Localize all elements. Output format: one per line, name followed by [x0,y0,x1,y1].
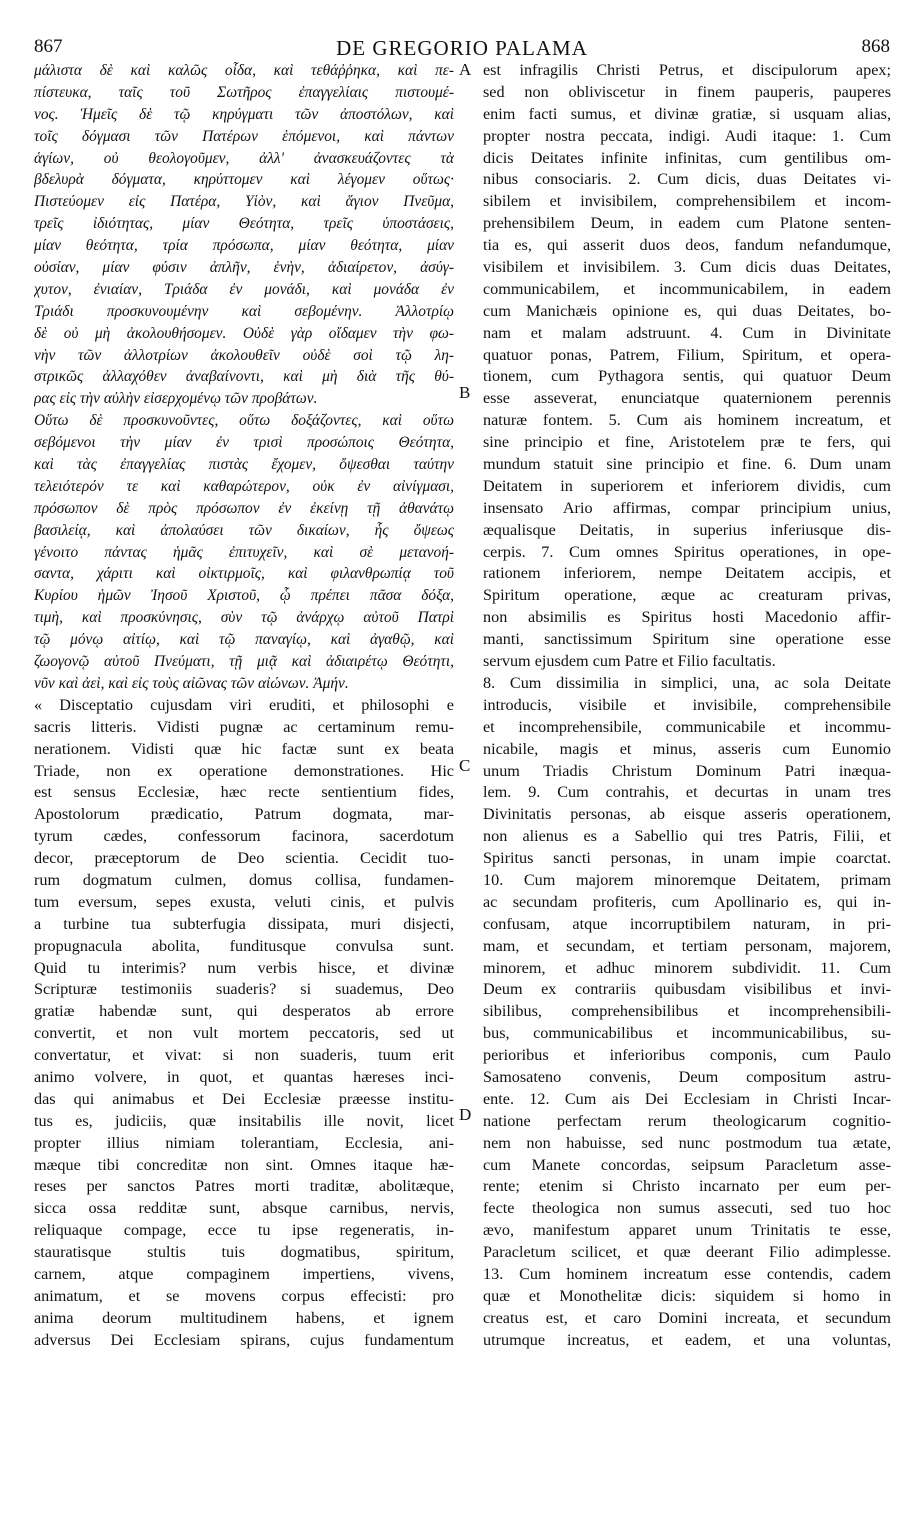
text-line: visibilem et invisibilem. 3. Cum dicis duas Deitates, [483,258,891,277]
text-line: Apostolorum prædicatio, Patrum dogmata, mar- [34,805,454,824]
text-line: 13. Cum hominem increatum esse contendis, cadem [483,1264,891,1283]
text-line: βδελυρὰ δόγματα, κηρύττομεν καὶ λέγομεν οὕτως· [34,171,454,189]
text-line: tyrum cædes, confessorum facinora, sacerdotum [34,827,454,846]
text-line: δὲ οὐ μὴ ἀκολουθήσομεν. Οὐδὲ γὰρ οἴδαμεν τὴν φω- [34,324,454,342]
left-column [34,60,454,1352]
text-line: Triade, non ex operatione demonstrationes. Hic [34,761,454,780]
text-line: μάλιστα δὲ καὶ καλῶς οἶδα, καὶ τεθάῤῥηκα, καὶ πε- [34,62,454,79]
text-line: animatum, et se movens corpus effecisti: pro [34,1286,454,1305]
text-line: nicabile, magis et minus, asseris cum Eunomio [483,739,891,758]
text-line: reliquaque compage, ecce tu ipse regeneratis, in- [34,1221,454,1240]
text-line: mam, et secundam, et tertiam personam, majorem, [483,936,891,955]
text-line: Κυρίου ἡμῶν Ἰησοῦ Χριστοῦ, ᾧ πρέπει πᾶσα δόξα, [34,587,454,605]
text-line: animo volvere, in quot, et quantas hæreses inci- [34,1067,454,1086]
text-line: cum Manete concordas, seipsum Paracletum asse- [483,1155,891,1174]
text-line: Οὕτω δὲ προσκυνοῦντες, οὕτω δοξάζοντες, καὶ οὕτω [34,412,454,430]
text-line: perioribus et inferioribus componis, cum Paulo [483,1046,891,1065]
text-line: decor, præceptorum de Deo scientia. Cecidit tuo- [34,849,454,868]
page-header [34,36,890,60]
text-line: nem non habuisse, sed nunc postmodum tua ætate, [483,1133,891,1152]
text-line: natione perfectam rerum theologicarum cognitio- [483,1111,891,1130]
text-line: tionem, cum Pythagora sentis, qui quatuor Deum [483,367,891,386]
margin-letter-c: C [459,756,471,775]
text-line: propter illius nimiam tolerantiam, Ecclesia, ani- [34,1133,454,1152]
text-line: minorem, et adhuc minorem subdividit. 11. Cum [483,958,891,977]
text-line: convertit, et non vult mortem peccatoris, sed ut [34,1024,454,1043]
text-line: a turbine tua subterfugia dissipata, muri disjecti, [34,914,454,933]
text-line: enim facti sumus, et divinæ gratiæ, si usquam alias, [483,104,891,123]
text-line: μίαν θεότητα, τρία πρόσωπα, μίαν θεότητα, μίαν [34,237,454,255]
text-line: τρεῖς ἰδιότητας, μίαν Θεότητα, τρεῖς ὑποστάσεις, [34,215,454,233]
text-line: cum Manichæis opinione es, qui duas Deitates, bo- [483,301,891,320]
text-line: Scripturæ testimoniis suaderis? si suademus, Deo [34,980,454,999]
text-line: reses per sanctos Patres morti traditæ, abolitæque, [34,1177,454,1196]
text-line: ρας εἰς τὴν αὐλὴν εἰσερχομένῳ τῶν προβάτων. [34,390,318,408]
text-line: στρικῶς ἀλλαχόθεν ἀναβαίνοντι, καὶ μὴ διὰ τῆς θύ- [34,368,454,386]
text-line: Deum ex contrariis quibusdam visibilibus et invi- [483,980,891,999]
text-line: καὶ τὰς ἐπαγγελίας πιστὰς ἔχομεν, ὄψεσθαι ταύτην [34,456,454,474]
text-line: propter nostra peccata, indigi. Audi itaque: 1. Cum [483,126,891,145]
text-line: stauratisque stultis tuis dogmatibus, spiritum, [34,1243,454,1262]
text-line: unum Triadis Christum Dominum Patri inæqua- [483,761,891,780]
text-line: dicis Deitates infinite infinitas, cum gentilibus om- [483,148,891,167]
text-line: nibus consociaris. 2. Cum dicis, duas Deitates vi- [483,170,891,189]
text-line: utrumque increatus, et eadem, et una voluntas, [483,1330,891,1349]
text-line: gratiæ habendæ sunt, qui desperatos ab errore [34,1002,454,1021]
text-line: Πιστεύομεν εἰς Πατέρα, Υἱὸν, καὶ ἅγιον Πνεῦμα, [34,193,454,211]
text-line: non alienus es a Sabellio qui tres Patris, Filii, et [483,827,891,846]
text-line: servum ejusdem cum Patre et Filio facultatis. [483,652,776,671]
text-line: τῷ μόνῳ αἰτίῳ, καὶ τῷ παναγίῳ, καὶ ἀγαθῷ, καὶ [34,631,454,649]
text-line: νῦν καὶ ἀεὶ, καὶ εἰς τοὺς αἰῶνας τῶν αἰώνων. Ἀμήν. [34,674,349,692]
text-line: naturæ fontem. 5. Cum ais hominem increatum, et [483,411,891,430]
text-line: Samosateno convenis, Deum compositum astru- [483,1067,891,1086]
text-line: tia es, qui asserit duos deos, fandum nefandumque, [483,236,891,255]
text-line: Deitatem in superiorem et inferiorem dividis, cum [483,476,891,495]
text-line: rente; etenim si Christo incarnato per eum per- [483,1177,891,1196]
text-line: γένοιτο πάντας ἡμᾶς ἐπιτυχεῖν, καὶ σὲ μετανοή- [34,543,454,561]
text-line: ac secundam profiteris, cum Apollinario es, qui in- [483,892,891,911]
text-line: convertatur, et vivat: si non suaderis, tuum erit [34,1046,454,1065]
text-line: est sensus Ecclesiæ, hæc recte sentientium fides, [34,783,454,802]
text-line: Spiritus sancti personas, in unam impie coarctat. [483,849,891,868]
text-line: χυτον, ἐνιαίαν, Τριάδα ἐν μονάδι, καὶ μονάδα ἐν [34,280,454,298]
text-line: σεβόμενοι τὴν μίαν ἐν τρισὶ προσώποις Θεότητα, [34,434,454,452]
text-line: non absimilis es Spiritus hosti Macedonio affir- [483,608,891,627]
text-line: tus es, judiciis, quæ insitabilis ille novit, licet [34,1111,454,1130]
page-number-right: 868 [861,36,890,57]
text-line: 10. Cum majorem minoremque Deitatem, primam [483,870,891,889]
text-line: est infragilis Christi Petrus, et discipulorum apex; [483,61,891,79]
page-number-left: 867 [34,36,63,57]
text-line: confusam, atque incorruptibilem naturam, in pri- [483,914,891,933]
text-line: τοῖς δόγμασι τῶν Πατέρων ἑπόμενοι, καὶ πάντων [34,127,454,145]
text-line: quæ et Monothelitæ dicis: siquidem si homo in [483,1286,891,1305]
text-line: οὐσίαν, μίαν φύσιν ἁπλῆν, ἑνὴν, ἀδιαίρετον, ἀσύγ- [34,259,454,277]
text-line: ente. 12. Cum ais Dei Ecclesiam in Christi Incar- [483,1089,891,1108]
text-line: νος. Ἡμεῖς δὲ τῷ κηρύγματι τῶν ἀποστόλων, καὶ [34,105,454,123]
text-line: rationem inferiorem, nempe Deitatem accipis, et [483,564,891,583]
text-line: Spiritum operatione, æque ac creaturam privas, [483,586,891,605]
text-line: introducis, visibile et invisibile, comprehensibile [483,695,891,714]
text-line: lem. 9. Cum contrahis, et decurtas in unam tres [483,783,891,802]
text-line: sibilem et invisibilem, comprehensibilem et incom- [483,192,891,211]
text-line: τελειότερόν τε καὶ καθαρώτερον, οὐκ ἐν αἰνίγμασι, [34,477,454,495]
text-line: Quid tu interimis? num verbis hisce, et divinæ [34,958,454,977]
text-line: rum dogmatum culmen, domus collisa, fundamen- [34,870,454,889]
text-line: ζωογονῷ αὐτοῦ Πνεύματι, τῇ μιᾷ καὶ ἀδιαιρέτῳ Θεότητι, [34,653,454,671]
text-line: sed non obliviscetur in finem pauperis, pauperes [483,82,891,101]
text-line: « Disceptatio cujusdam viri eruditi, et philosophi e [34,695,454,714]
text-line: insensato Ario affirmas, compar principium unius, [483,498,891,517]
text-line: sine principio et fine, Aristotelem præ te fers, qui [483,433,891,452]
text-line: sicca ossa redditæ sunt, absque carnibus, nervis, [34,1199,454,1218]
text-line: Divinitatis personas, ab eisque asseris operationem, [483,805,891,824]
text-line: bus, communicabilibus et incommunicabilibus, su- [483,1024,891,1043]
text-line: mundum statuit sine principio et fine. 6. Dum unam [483,455,891,474]
text-line: creatus est, et caro Domini increata, et secundum [483,1308,891,1327]
text-line: nerationem. Vidisti quæ hic factæ sunt ex beata [34,739,454,758]
text-line: fecte theologica non sumus assecuti, sed tuo hoc [483,1199,891,1218]
text-line: propugnacula abolita, funditusque convulsa sunt. [34,936,454,955]
right-column [483,60,891,1352]
text-line: das qui animabus et Dei Ecclesiæ præesse institu- [34,1089,454,1108]
text-line: τιμὴ, καὶ προσκύνησις, σὺν τῷ ἀνάρχῳ αὐτοῦ Πατρὶ [34,609,454,627]
text-line: esse asseverat, enunciatque quaternionem perennis [483,389,891,408]
text-line: tum eversum, sepes exusta, veluti cinis, et pulvis [34,892,454,911]
text-line: πίστευκα, ταῖς τοῦ Σωτῆρος ἐπαγγελίαις πιστουμέ- [34,83,454,101]
text-line: βασιλείᾳ, καὶ ἀπολαύσει τῶν δικαίων, ἧς ὄψεως [34,521,454,539]
running-title: DE GREGORIO PALAMA [336,36,588,60]
text-line: ævo, manifestum apparet unum Trinitatis te esse, [483,1221,891,1240]
text-line: νὴν τῶν ἀλλοτρίων ἀκολουθεῖν οὐδὲ σοὶ τῷ λη- [34,346,454,364]
text-line: ἁγίων, οὐ θεολογοῦμεν, ἀλλ' ἀνασκευάζοντες τὰ [34,149,454,167]
text-line: nam et malam adstruunt. 4. Cum in Divinitate [483,323,891,342]
text-line: manti, sanctissimum Spiritum sine operatione esse [483,630,891,649]
margin-letter-a: A [459,60,472,79]
text-line: adversus Dei Ecclesiam spirans, cujus fundamentum [34,1330,454,1349]
text-line: Paracletum scilicet, et quæ deerant Filio adimplesse. [483,1243,891,1262]
text-line: æqualisque Deitatis, in superius inferiusque dis- [483,520,891,539]
text-line: πρόσωπον δὲ πρὸς πρόσωπον ἐν ἐκείνῃ τῇ ἀθανάτῳ [34,499,454,517]
text-line: quatuor ponas, Patrem, Filium, Spiritum, et opera- [483,345,891,364]
text-line: cerpis. 7. Cum omnes Spiritus operationes, in ope- [483,542,891,561]
text-line: sacris litteris. Vidisti pugnæ ac certaminum remu- [34,717,454,736]
margin-letter-d: D [459,1105,472,1124]
text-line: mæque tibi concreditæ non sint. Omnes itaque hæ- [34,1155,454,1174]
margin-letter-b: B [459,383,471,402]
text-line: sibilibus, comprehensibilibus et incomprehensibili- [483,1002,891,1021]
text-line: anima deorum multitudinem habens, et ignem [34,1308,454,1327]
text-line: communicabilem, et incommunicabilem, in eadem [483,279,891,298]
text-line: 8. Cum dissimilia in simplici, una, ac sola Deitate [483,673,891,692]
text-line: et incomprehensibile, communicabile et incommu- [483,717,891,736]
text-line: Τριάδι προσκυνουμένην καὶ σεβομένην. Ἀλλοτρίῳ [34,302,454,320]
text-line: carnem, atque compaginem impertiens, vivens, [34,1264,454,1283]
text-line: prehensibilem Deum, in eadem cum Platone senten- [483,214,891,233]
text-line: σαντα, χάριτι καὶ οἰκτιρμοῖς, καὶ φιλανθρωπίᾳ τοῦ [34,565,454,583]
